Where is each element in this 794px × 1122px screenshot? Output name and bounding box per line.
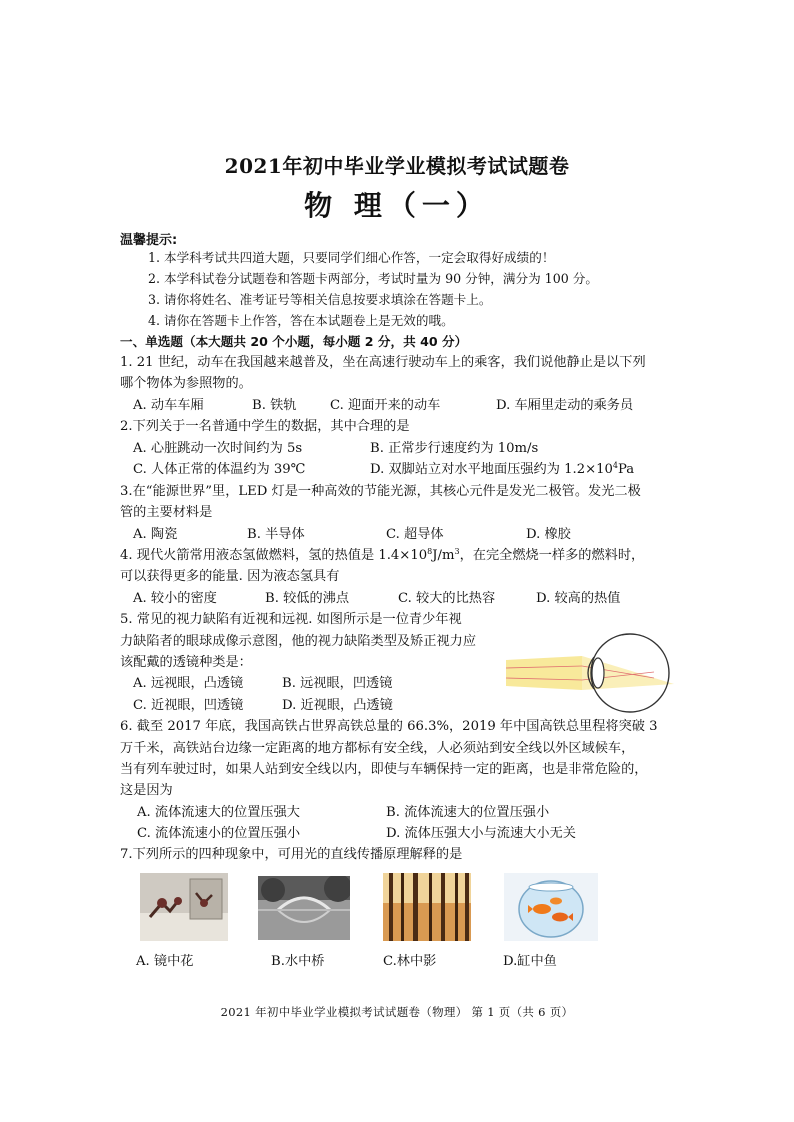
tip-item: 1. 本学科考试共四道大题，只要同学们细心作答，一定会取得好成绩的！: [148, 250, 555, 265]
tips-heading: 温馨提示:: [120, 233, 178, 248]
subject-title: 物 理（一）: [304, 189, 490, 222]
q7-option-c: C.林中影: [383, 954, 437, 969]
q7-option-d: D.缸中鱼: [503, 954, 557, 969]
question-2-text: 2.下列关于一名普通中学生的数据，其中合理的是: [120, 419, 410, 434]
question-6-text: 6. 截至 2017 年底，我国高铁占世界高铁总量的 66.3%，2019 年中国高铁总里程将突破 3: [120, 719, 658, 734]
q3-option-a: A. 陶瓷: [133, 527, 178, 542]
q1-option-d: D. 车厢里走动的乘务员: [496, 398, 634, 413]
q6-option-b: B. 流体流速大的位置压强小: [386, 805, 550, 820]
question-5-text: 该配戴的透镜种类是：: [120, 655, 252, 670]
q5-option-d: D. 近视眼，凸透镜: [282, 698, 393, 713]
q6-option-a: A. 流体流速大的位置压强大: [137, 805, 300, 820]
q3-option-c: C. 超导体: [386, 527, 444, 542]
exam-title: 2021年初中毕业学业模拟考试试题卷: [224, 154, 570, 178]
q3-option-b: B. 半导体: [247, 527, 305, 542]
q1-option-b: B. 铁轨: [252, 398, 297, 413]
q5-option-a: A. 远视眼，凸透镜: [133, 676, 244, 691]
q1-option-c: C. 迎面开来的动车: [330, 398, 441, 413]
question-3-text: 3.在“能源世界”里，LED 灯是一种高效的节能光源，其核心元件是发光二极管。发光二极: [120, 484, 641, 499]
bridge-water-photo: [258, 876, 350, 940]
q5-option-c: C. 近视眼，凹透镜: [133, 698, 244, 713]
eye-diagram: [504, 632, 684, 714]
question-5-text: 5. 常见的视力缺陷有近视和远视. 如图所示是一位青少年视: [120, 612, 462, 627]
question-6-text: 当有列车驶过时，如果人站到安全线以内，即使与车辆保持一定的距离，也是非常危险的，: [120, 762, 648, 777]
lens: [592, 658, 604, 688]
q4-option-c: C. 较大的比热容: [398, 591, 496, 606]
mirror-flower-photo: [140, 873, 228, 941]
section-heading: 一、单选题（本大题共 20 个小题，每小题 2 分，共 40 分）: [120, 334, 468, 349]
q4-option-b: B. 较低的沸点: [265, 591, 350, 606]
question-5-text: 力缺陷者的眼球成像示意图，他的视力缺陷类型及矫正视力应: [120, 634, 477, 649]
fishbowl-photo: [504, 873, 598, 941]
question-1-text: 哪个物体为参照物的。: [120, 376, 252, 391]
q2-option-a: A. 心脏跳动一次时间约为 5s: [133, 441, 303, 456]
q2-option-d: D. 双脚站立对水平地面压强约为 $1.2\times 10^4Pa$: [370, 461, 635, 477]
q5-option-b: B. 远视眼，凹透镜: [282, 676, 393, 691]
question-4-text: 可以获得更多的能量. 因为液态氢具有: [120, 569, 340, 584]
q2-option-c: C. 人体正常的体温约为 39℃: [133, 462, 306, 477]
q4-option-a: A. 较小的密度: [133, 591, 217, 606]
question-6-text: 万千米，高铁站台边缘一定距离的地方都标有安全线，人必须站到安全线以外区域候车，: [120, 741, 635, 756]
question-7-text: 7.下列所示的四种现象中，可用光的直线传播原理解释的是: [120, 847, 463, 862]
q2-option-b: B. 正常步行速度约为 10m/s: [370, 441, 539, 456]
q6-option-c: C. 流体流速小的位置压强小: [137, 826, 301, 841]
tip-item: 2. 本学科试卷分试题卷和答题卡两部分，考试时量为 90 分钟，满分为 100 分。: [148, 271, 598, 286]
question-3-text: 管的主要材料是: [120, 505, 213, 520]
q7-option-b: B.水中桥: [271, 954, 325, 969]
tip-item: 4. 请你在答题卡上作答，答在本试题卷上是无效的哦。: [148, 313, 454, 328]
q4-option-d: D. 较高的热值: [536, 591, 621, 606]
question-1-text: 1. 21 世纪，动车在我国越来越普及，坐在高速行驶动车上的乘客，我们说他静止是以下列: [120, 355, 646, 370]
q3-option-d: D. 橡胶: [526, 527, 571, 542]
q6-option-d: D. 流体压强大小与流速大小无关: [386, 826, 576, 841]
tip-item: 3. 请你将姓名、准考证号等相关信息按要求填涂在答题卡上。: [148, 292, 492, 307]
question-4-text: 4. 现代火箭常用液态氢做燃料，氢的热值是 $1.4\times 10^8J/m^3$，在完全燃烧一样多的燃料时，: [120, 547, 645, 563]
q1-option-a: A. 动车车厢: [133, 398, 204, 413]
question-6-text: 这是因为: [120, 783, 173, 798]
light-rays: [506, 656, 582, 690]
forest-shadow-photo: [383, 873, 471, 941]
page-footer: 2021 年初中毕业学业模拟考试试题卷（物理） 第 1 页（共 6 页）: [220, 1005, 574, 1019]
q7-option-a: A. 镜中花: [136, 954, 194, 969]
